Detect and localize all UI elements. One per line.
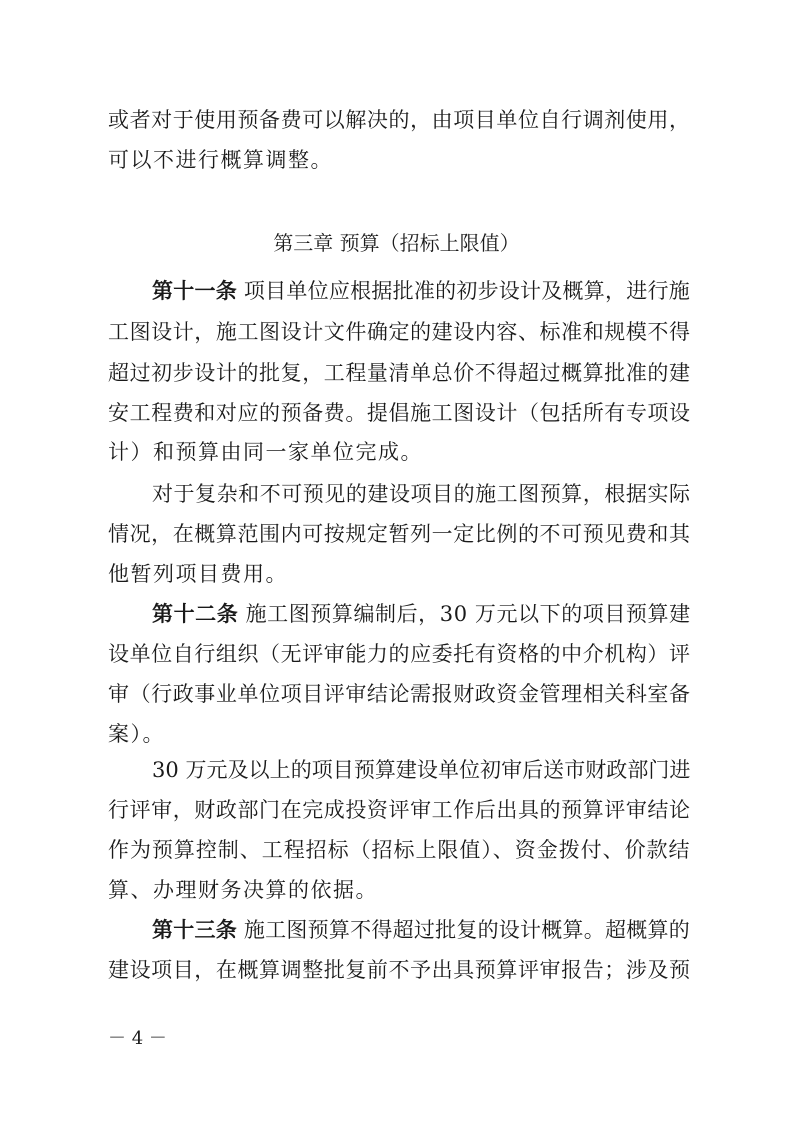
article-11-para2-line-2: 情况，在概算范围内可按规定暂列一定比例的不可预见费和其 (108, 522, 691, 546)
article-11-line-3: 超过初步设计的批复，工程量清单总价不得超过概算批准的建 (108, 361, 691, 385)
article-12-para2-line-2: 行评审，财政部门在完成投资评审工作后出具的预算评审结论 (108, 798, 691, 822)
article-13-line-1 (152, 910, 690, 950)
article-12-line-3: 审（行政事业单位项目评审结论需报财政资金管理相关科室备 (108, 682, 691, 706)
article-12-line-2: 设单位自行组织（无评审能力的应委托有资格的中介机构）评 (108, 642, 691, 666)
article-11-text: 项目单位应根据批准的初步设计及概算，进行施 (236, 279, 690, 303)
chapter-title: 第三章 预算（招标上限值） (273, 231, 520, 255)
article-11-heading: 第十一条 (152, 279, 237, 303)
article-12-text: 施工图预算编制后，30 万元以下的项目预算建 (238, 602, 691, 626)
article-11-para2-line-1: 对于复杂和不可预见的建设项目的施工图预算，根据实际 (152, 482, 691, 506)
article-12-para2-line-4: 算、办理财务决算的依据。 (108, 878, 378, 902)
article-12-para2-line-1: 30 万元及以上的项目预算建设单位初审后送市财政部门进 (152, 758, 691, 782)
article-12-line-1 (152, 594, 690, 634)
intro-line-2: 可以不进行概算调整。 (108, 148, 333, 172)
article-12-line-4: 案）。 (108, 722, 165, 746)
article-13-line-2: 建设项目，在概算调整批复前不予出具预算评审报告；涉及预 (108, 958, 691, 982)
article-11-line-1 (152, 271, 690, 311)
article-12-para2-line-3: 作为预算控制、工程招标（招标上限值）、资金拨付、价款结 (108, 838, 691, 862)
article-12-heading: 第十二条 (152, 602, 239, 626)
article-11-line-5: 计）和预算由同一家单位完成。 (108, 440, 423, 464)
intro-line-1: 或者对于使用预备费可以解决的，由项目单位自行调剂使用， (108, 108, 691, 132)
article-11-line-4: 安工程费和对应的预备费。提倡施工图设计（包括所有专项设 (108, 401, 691, 425)
article-13-text: 施工图预算不得超过批复的设计概算。超概算的 (236, 918, 690, 942)
article-13-heading: 第十三条 (152, 918, 237, 942)
page-number: － 4 － (108, 1028, 167, 1049)
article-11-line-2: 工图设计，施工图设计文件确定的建设内容、标准和规模不得 (108, 320, 691, 344)
article-11-para2-line-3: 他暂列项目费用。 (108, 562, 288, 586)
